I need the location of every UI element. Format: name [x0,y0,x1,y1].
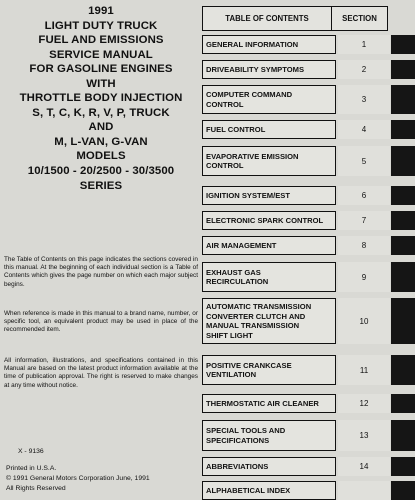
toc-row-title-line: POSITIVE CRANKCASE [206,360,292,370]
toc-header [202,6,388,31]
toc-row-section-number: 2 [338,60,390,79]
section-edge-tab [391,420,415,451]
toc-row-title [202,186,336,205]
section-edge-tab [391,457,415,476]
toc-row[interactable] [202,186,415,205]
section-edge-tab [391,211,415,230]
toc-row-title-line: MANUAL TRANSMISSION [206,321,300,330]
toc-row-title-line: IGNITION SYSTEM/EST [206,190,290,200]
toc-row-title-line: VENTILATION [206,370,257,379]
toc-row-title-line: CONTROL [206,99,244,109]
toc-row-title-line: FUEL CONTROL [206,124,266,134]
toc-row-section-number: 12 [338,394,390,413]
toc-row-title [202,355,336,385]
toc-row-title [202,394,336,413]
toc-row[interactable] [202,146,415,176]
title-line: SERIES [79,179,123,192]
section-edge-tab [391,236,415,255]
title-line: AND [88,121,114,134]
copyright-line: © 1991 General Motors Corporation June, 1991 [6,474,150,482]
toc-row-section-number: 14 [338,457,390,476]
toc-row[interactable] [202,262,415,292]
section-edge-tab [391,85,415,114]
title-line: WITH [86,77,116,90]
toc-row-section-number: 7 [338,211,390,230]
toc-row-title-line: CONTROL [206,161,244,170]
toc-row-section-number: 3 [338,85,390,114]
toc-row-title [202,35,336,54]
toc-row-section-number [338,481,390,500]
section-edge-tab [391,60,415,79]
toc-row-title-line: THERMOSTATIC AIR CLEANER [206,398,319,408]
title-line: 1991 [88,5,114,17]
printed-line: Printed in U.S.A. [6,465,57,472]
toc-row[interactable] [202,120,415,139]
toc-row[interactable] [202,60,415,79]
toc-row[interactable] [202,457,415,476]
toc-row[interactable] [202,35,415,54]
toc-row-title-line: CONVERTER CLUTCH AND [206,311,306,321]
toc-row-title-line: RECIRCULATION [206,277,269,286]
toc-row[interactable] [202,481,415,500]
toc-row[interactable] [202,85,415,114]
section-edge-tab [391,35,415,54]
toc-row-title [202,298,336,344]
toc-row-section-number: 8 [338,236,390,255]
toc-row-section-number: 6 [338,186,390,205]
toc-row-title-line: EVAPORATIVE EMISSION [206,151,299,161]
toc-row[interactable] [202,298,415,344]
toc-row-title-line: GENERAL INFORMATION [206,39,299,49]
form-number: X - 9136 [18,448,44,455]
manual-title [6,4,196,193]
intro-paragraph-toc: The Table of Contents on this page indicates the sections covered in this manual. At the beginning of each individual section is a Table of Contents which gives the page number on which each major subject begins. [4,256,198,288]
toc-row-title-line: EXHAUST GAS [206,267,261,277]
toc-row-title [202,120,336,139]
section-edge-tab [391,394,415,413]
toc-row-section-number: 11 [338,355,390,385]
toc-row-title-line: SHIFT LIGHT [206,330,253,340]
toc-row-title [202,457,336,476]
toc-row-section-number: 13 [338,420,390,451]
toc-row-section-number: 10 [338,298,390,344]
title-line: MODELS [76,150,126,163]
toc-row[interactable] [202,211,415,230]
toc-row-section-number: 9 [338,262,390,292]
toc-row-title [202,60,336,79]
printing-info [6,464,150,493]
title-line: 10/1500 - 20/2500 - 30/3500 [27,165,175,178]
section-edge-tab [391,146,415,176]
section-edge-tab [391,481,415,500]
toc-row-title [202,481,336,500]
title-line: FUEL AND EMISSIONS [38,34,164,47]
intro-paragraph-disclaimer: All information, illustrations, and specifications contained in this Manual are based on the latest product information available at the time of publication approval. The right is reserved to make changes at any time without notice. [4,357,198,389]
toc-row-title-line: COMPUTER COMMAND [206,90,293,99]
toc-header-section: SECTION [332,6,388,31]
toc-row-title [202,211,336,230]
title-line: FOR GASOLINE ENGINES [29,63,173,76]
toc-row-title-line: SPECIAL TOOLS AND [206,426,286,435]
title-line: LIGHT DUTY TRUCK [44,19,158,32]
toc-row-title [202,420,336,451]
toc-row-title-line: ELECTRONIC SPARK CONTROL [206,215,324,225]
rights-line: All Rights Reserved [6,484,66,492]
toc-row-title-line: ABBREVIATIONS [206,461,269,471]
toc-row-title [202,236,336,255]
toc-row-title-line: AIR MANAGEMENT [206,240,277,250]
section-edge-tab [391,355,415,385]
section-edge-tab [391,120,415,139]
toc-row-section-number: 4 [338,120,390,139]
title-line: S, T, C, K, R, V, P, TRUCK [32,106,170,119]
title-line: M, L-VAN, G-VAN [54,135,148,148]
toc-row-title [202,262,336,292]
toc-row-title-line: SPECIFICATIONS [206,435,270,445]
section-edge-tab [391,298,415,344]
section-edge-tab [391,186,415,205]
toc-row-section-number: 1 [338,35,390,54]
intro-paragraph-equivalents: When reference is made in this manual to a brand name, number, or specific tool, an equivalent product may be used in place of the recommended item. [4,310,198,334]
toc-row[interactable] [202,355,415,385]
toc-row-title [202,85,336,114]
toc-row[interactable] [202,394,415,413]
title-line: SERVICE MANUAL [49,48,153,61]
toc-row-title [202,146,336,176]
toc-row-section-number: 5 [338,146,390,176]
section-edge-tab [391,262,415,292]
toc-row-title-line: ALPHABETICAL INDEX [206,485,291,495]
toc-row[interactable] [202,420,415,451]
toc-row-title-line: AUTOMATIC TRANSMISSION [206,302,312,311]
toc-header-title: TABLE OF CONTENTS [202,6,332,31]
toc-row[interactable] [202,236,415,255]
toc-row-title-line: DRIVEABILITY SYMPTOMS [206,64,305,74]
title-line: THROTTLE BODY INJECTION [19,92,183,105]
